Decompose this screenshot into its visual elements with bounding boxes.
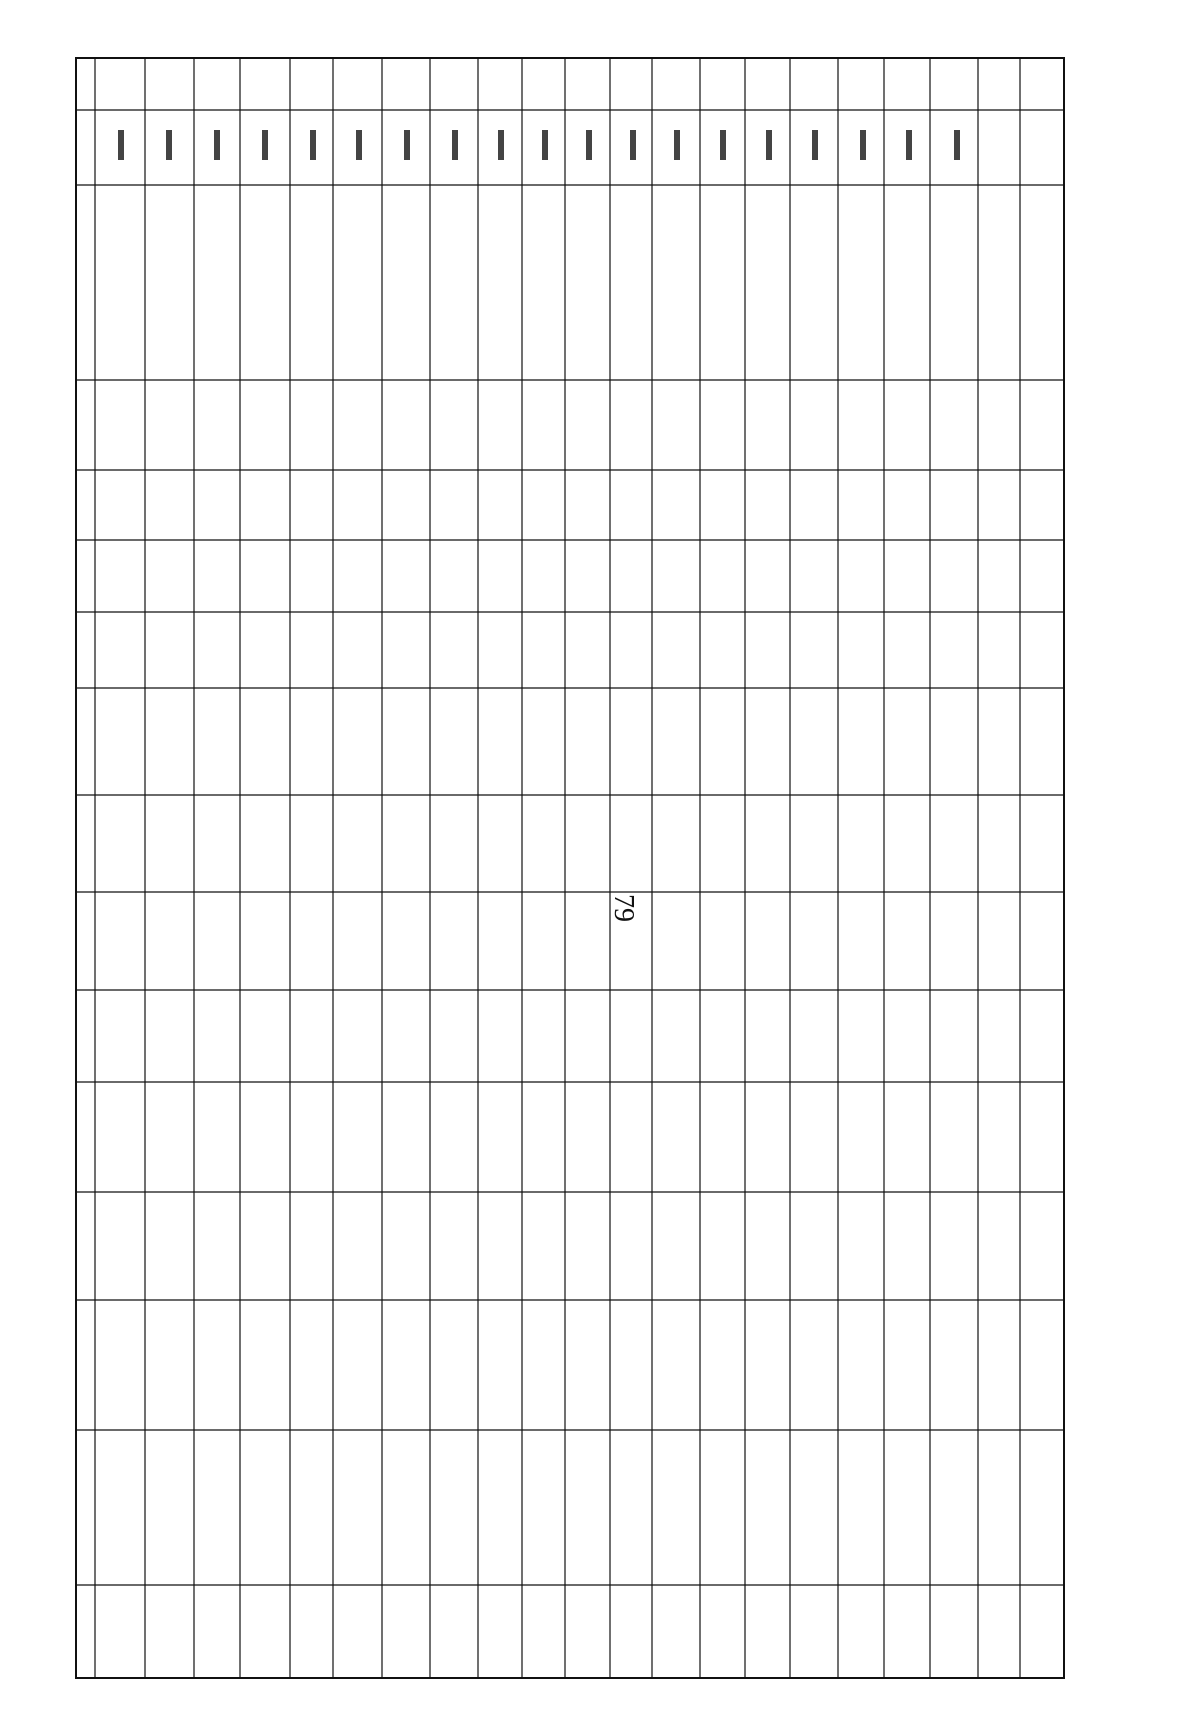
page-number: 79	[608, 894, 639, 922]
